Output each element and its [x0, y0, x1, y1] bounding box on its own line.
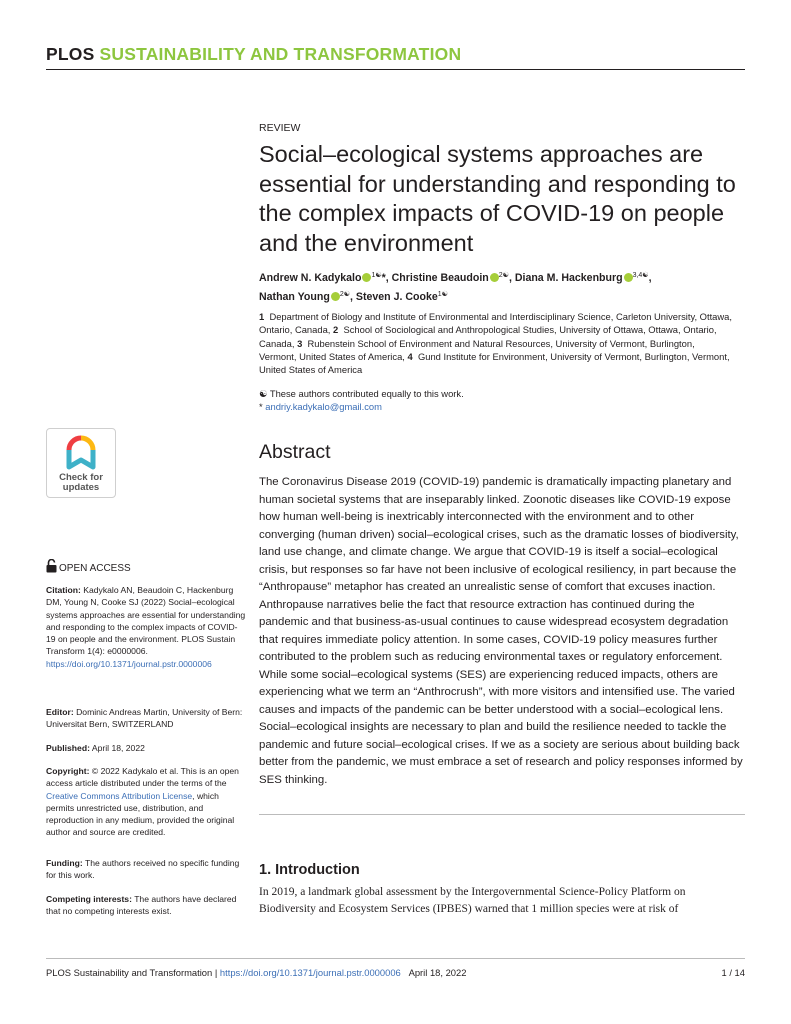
competing-interests-label: Competing interests: — [46, 894, 132, 904]
citation-doi-link[interactable]: https://doi.org/10.1371/journal.pstr.0000006 — [46, 658, 212, 669]
author-name[interactable]: Steven J. Cooke — [355, 290, 438, 303]
author-name[interactable]: Nathan Young — [259, 290, 330, 303]
introduction-text: In 2019, a landmark global assessment by the Intergovernmental Science-Policy Platform on Biodiversity and Ecosystem Services (IPBES) warned that 1 million species were at risk of — [259, 886, 686, 915]
license-link[interactable]: Creative Commons Attribution License — [46, 790, 193, 801]
footer-rule — [46, 958, 745, 959]
journal-name: SUSTAINABILITY AND TRANSFORMATION — [99, 44, 462, 64]
author-name[interactable]: Andrew N. Kadykalo — [259, 272, 362, 284]
published-block — [46, 742, 246, 754]
author-list — [259, 268, 729, 305]
funding-text: The authors received no specific funding for this work. — [46, 858, 240, 881]
affil-text: Rubenstein School of Environment and Natural Resources, University of Vermont, Burlington, Vermont, United States of America, — [259, 337, 695, 362]
crossmark-icon — [66, 434, 96, 470]
citation-label: Citation: — [46, 585, 81, 595]
affil-number: 4 — [407, 350, 413, 362]
author-affil-sup: 1☯ — [437, 290, 448, 298]
author-suffix: *, — [381, 272, 389, 284]
footer-date: April 18, 2022 — [408, 967, 467, 978]
affil-number: 3 — [297, 337, 303, 349]
affiliations — [259, 310, 734, 376]
footer-journal: PLOS Sustainability and Transformation | — [46, 967, 218, 978]
author-suffix: , — [648, 272, 652, 284]
journal-masthead — [46, 44, 461, 65]
copyright-text-end: , which permits unrestricted use, distribution, and reproduction in any medium, provided the original author and source are credited. — [46, 790, 235, 838]
author-suffix: , — [508, 272, 512, 284]
affil-text: Gund Institute for Environment, University of Vermont, Burlington, Vermont, United States of America — [259, 350, 730, 376]
editor-label: Editor: — [46, 707, 74, 717]
competing-interests-block — [46, 893, 246, 918]
editor-block — [46, 706, 246, 731]
affil-text: School of Sociological and Anthropological Studies, University of Ottawa, Ottawa, Ontario, Canada, — [259, 324, 717, 349]
copyright-block — [46, 765, 246, 839]
badge-label: Check for updates — [59, 472, 103, 493]
page-footer — [46, 967, 745, 978]
orcid-icon[interactable] — [624, 273, 633, 282]
author-name[interactable]: Christine Beaudoin — [391, 272, 489, 284]
author-affil-sup: 3,4☯ — [632, 272, 649, 279]
affil-number: 1 — [259, 311, 265, 322]
citation-block — [46, 584, 246, 670]
open-lock-icon — [46, 559, 57, 573]
corresponding-marker: * — [259, 401, 263, 412]
introduction-heading: 1. Introduction — [259, 862, 360, 878]
header-rule — [46, 69, 745, 70]
equal-contribution-note: ☯ These authors contributed equally to this work. — [259, 388, 464, 399]
orcid-icon[interactable] — [490, 273, 499, 282]
abstract-rule — [259, 814, 745, 815]
author-notes — [259, 387, 729, 413]
competing-interests-text: The authors have declared that no competing interests exist. — [46, 894, 237, 917]
page-number: 1 / 14 — [721, 967, 745, 978]
funding-block — [46, 857, 246, 882]
citation-text: Kadykalo AN, Beaudoin C, Hackenburg DM, Young N, Cooke SJ (2022) Social–ecological systems approaches are essential for understanding and responding to the complex impacts of COVID-19 on people and the environment. PLOS Sustain Transform 1(4): e0000006. — [46, 585, 246, 657]
author-affil-sup: 1☯ — [371, 272, 382, 279]
article-title: Social–ecological systems approaches are essential for understanding and responding to the complex impacts of COVID-19 on people and the environment — [259, 141, 736, 256]
open-access-label — [46, 559, 131, 574]
published-label: Published: — [46, 743, 90, 753]
author-affil-sup: 2☯ — [339, 290, 350, 298]
editor-text: Dominic Andreas Martin, University of Bern: Universitat Bern, SWITZERLAND — [46, 707, 243, 730]
funding-label: Funding: — [46, 858, 83, 868]
article-type-label: REVIEW — [259, 122, 301, 134]
author-suffix: , — [350, 290, 353, 303]
footer-doi-link[interactable]: https://doi.org/10.1371/journal.pstr.0000006 — [219, 967, 401, 978]
copyright-label: Copyright: — [46, 766, 90, 776]
plos-logo-text: PLOS — [46, 44, 95, 64]
author-affil-sup: 2☯ — [498, 272, 509, 279]
affil-text: Department of Biology and Institute of Environmental and Interdisciplinary Science, Carleton University, Ottawa, Ontario, Canada, — [259, 311, 732, 336]
open-access-text: OPEN ACCESS — [59, 563, 131, 574]
affil-number: 2 — [333, 324, 339, 336]
published-date: April 18, 2022 — [91, 743, 145, 753]
orcid-icon[interactable] — [331, 292, 340, 301]
abstract-text: The Coronavirus Disease 2019 (COVID-19) pandemic is dramatically impacting planetary and human societal systems that are inseparably linked. Zoonotic diseases like COVID-19 expose how human well-being is inextricably interconnected with the environment and to other converging (human driven) social–ecological crises, such as the dramatic losses of biodiversity, land use change, and climate change. We argue that COVID-19 is itself a social–ecological crisis, but responses so far have not been inclusive of ecological resiliency, in part because the “Anthropause” metaphor has created an unrealistic sense of comfort that excuses inaction. Anthropause narratives belie the fact that resource extraction has continued during the pandemic and that business-as-usual continues to cause widespread ecosystem degradation that requires immediate policy attention. In some cases, COVID-19 policy measures further contributed to the problem such as reducing environmental taxes or regulatory enforcement. While some social–ecological systems (SES) are experiencing reduced impacts, others are experiencing what we term an “Anthrocrush”, with more visitors and intensified use. The varied causes and impacts of the pandemic can be better understood with a social–ecological lens. Social–ecological insights are necessary to plan and build the resilience needed to tackle the pandemic and future social–ecological crises. If we as a society are serious about building back better from the pandemic, we must embrace a set of research and policy responses informed by SES thinking. — [259, 476, 743, 786]
author-name[interactable]: Diana M. Hackenburg — [514, 272, 623, 284]
check-for-updates-badge[interactable] — [46, 428, 116, 498]
abstract-heading: Abstract — [259, 441, 331, 463]
corresponding-email-link[interactable]: andriy.kadykalo@gmail.com — [265, 401, 382, 412]
copyright-text: © 2022 Kadykalo et al. This is an open access article distributed under the terms of the — [46, 766, 239, 789]
